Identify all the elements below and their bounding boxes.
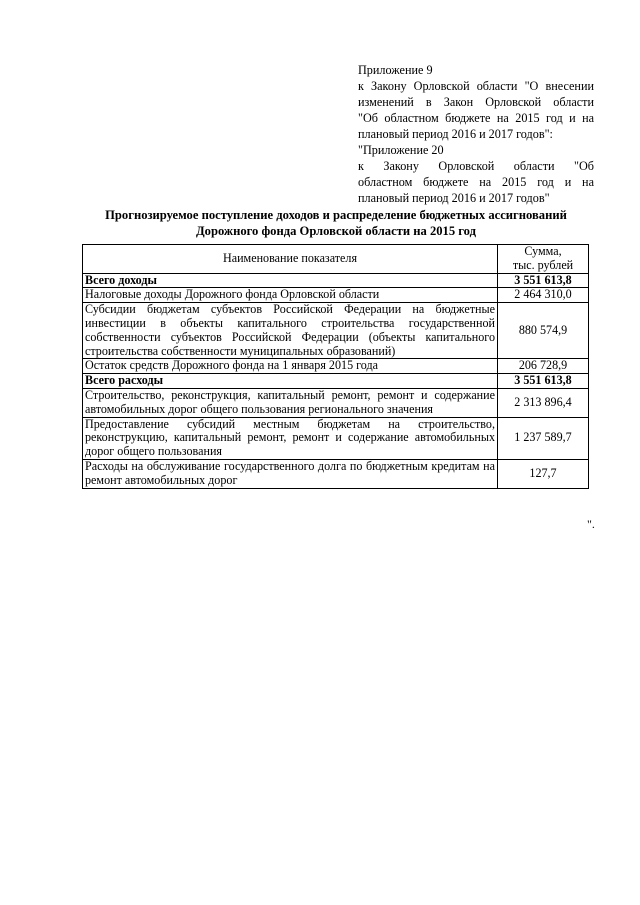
row-sum: 2 464 310,0 xyxy=(498,288,589,303)
row-sum: 3 551 613,8 xyxy=(498,273,589,288)
table-row xyxy=(83,374,589,389)
table-header-row xyxy=(83,245,589,274)
annex-line: к Закону Орловской области "О внесении xyxy=(358,79,594,93)
closing-quote-mark: ". xyxy=(587,517,595,531)
title-line-2: Дорожного фонда Орловской области на 2015 год xyxy=(195,223,476,238)
table-row xyxy=(83,273,589,288)
row-name: Субсидии бюджетам субъектов Российской Федерации на бюджетные инвестиции в объекты капитального строительства государственной собственности субъектов Российской Федерации (объекты капитального строительства собственности муниципальных образований) xyxy=(83,303,498,359)
row-name: Всего расходы xyxy=(83,374,498,389)
row-name: Предоставление субсидий местным бюджетам на строительство, реконструкцию, капитальный ремонт, ремонт и содержание автомобильных дорог общего пользования xyxy=(83,417,498,459)
annex-line: плановый период 2016 и 2017 годов": xyxy=(358,127,553,141)
row-sum: 206 728,9 xyxy=(498,359,589,374)
annex-line: "Об областном бюджете на 2015 год и на xyxy=(358,111,594,125)
title-line-1: Прогнозируемое поступление доходов и распределение бюджетных ассигнований xyxy=(105,208,567,222)
annex-line: к Закону Орловской области "Об xyxy=(358,159,594,173)
row-sum: 1 237 589,7 xyxy=(498,417,589,459)
header-sum-line-1: Сумма, xyxy=(524,244,562,258)
header-sum xyxy=(498,245,589,274)
table-row xyxy=(83,417,589,459)
row-sum: 2 313 896,4 xyxy=(498,388,589,417)
table-row xyxy=(83,459,589,488)
row-name: Всего доходы xyxy=(83,273,498,288)
annex-line: областном бюджете на 2015 год и на xyxy=(358,175,594,189)
table-row xyxy=(83,303,589,359)
header-name: Наименование показателя xyxy=(83,245,498,274)
document-title xyxy=(60,208,612,239)
annex-20-header xyxy=(358,142,594,206)
annex-line: Приложение 9 xyxy=(358,63,433,77)
row-name: Налоговые доходы Дорожного фонда Орловской области xyxy=(83,288,498,303)
annex-9-header xyxy=(358,62,594,142)
header-sum-line-2: тыс. рублей xyxy=(512,257,574,272)
annex-line: "Приложение 20 xyxy=(358,143,444,157)
annex-line: изменений в Закон Орловской области xyxy=(358,95,594,109)
table-row xyxy=(83,388,589,417)
annex-line: плановый период 2016 и 2017 годов" xyxy=(358,191,550,205)
row-name: Остаток средств Дорожного фонда на 1 января 2015 года xyxy=(83,359,498,374)
row-name: Расходы на обслуживание государственного долга по бюджетным кредитам на ремонт автомобильных дорог xyxy=(83,459,498,488)
row-sum: 3 551 613,8 xyxy=(498,374,589,389)
row-name: Строительство, реконструкция, капитальный ремонт, ремонт и содержание автомобильных дорог общего пользования регионального значения xyxy=(83,388,498,417)
budget-table xyxy=(82,244,589,489)
row-sum: 880 574,9 xyxy=(498,303,589,359)
table-row xyxy=(83,288,589,303)
row-sum: 127,7 xyxy=(498,459,589,488)
table-row xyxy=(83,359,589,374)
